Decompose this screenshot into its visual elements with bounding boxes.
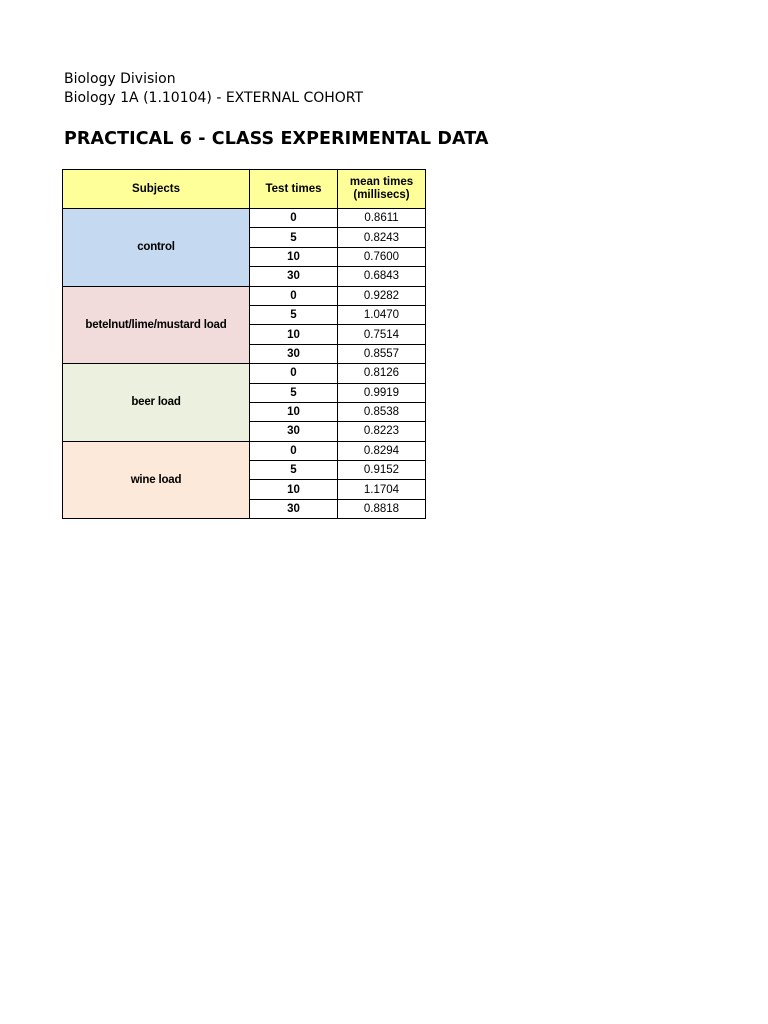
test-time-cell: 5 (250, 461, 338, 480)
mean-time-cell: 0.8126 (338, 364, 426, 383)
test-time-cell: 30 (250, 499, 338, 518)
subject-cell: control (63, 209, 250, 287)
mean-time-cell: 0.8818 (338, 499, 426, 518)
test-time-cell: 0 (250, 441, 338, 460)
mean-time-cell: 0.8557 (338, 344, 426, 363)
test-time-cell: 30 (250, 267, 338, 286)
test-time-cell: 30 (250, 422, 338, 441)
test-time-cell: 0 (250, 209, 338, 228)
table-row (63, 286, 426, 305)
mean-time-cell: 0.7514 (338, 325, 426, 344)
test-time-cell: 0 (250, 364, 338, 383)
mean-time-cell: 0.9152 (338, 461, 426, 480)
subject-cell: wine load (63, 441, 250, 519)
mean-time-cell: 1.0470 (338, 305, 426, 324)
column-header-mean-times-label: mean times (millisecs) (349, 176, 414, 201)
test-time-cell: 10 (250, 402, 338, 421)
mean-time-cell: 0.8294 (338, 441, 426, 460)
header-row (63, 170, 426, 209)
table-row (63, 209, 426, 228)
column-header-subjects: Subjects (63, 170, 250, 209)
test-time-cell: 5 (250, 305, 338, 324)
division-name: Biology Division (64, 71, 176, 87)
test-time-cell: 0 (250, 286, 338, 305)
mean-time-cell: 0.9282 (338, 286, 426, 305)
table-row (63, 441, 426, 460)
test-time-cell: 10 (250, 325, 338, 344)
subject-cell: beer load (63, 364, 250, 442)
mean-time-cell: 0.8243 (338, 228, 426, 247)
table-header (63, 170, 426, 209)
test-time-cell: 10 (250, 247, 338, 266)
mean-time-cell: 0.7600 (338, 247, 426, 266)
mean-time-cell: 0.9919 (338, 383, 426, 402)
test-time-cell: 10 (250, 480, 338, 499)
test-time-cell: 5 (250, 383, 338, 402)
table-row (63, 364, 426, 383)
table-body (63, 209, 426, 519)
course-name: Biology 1A (1.10104) - EXTERNAL COHORT (64, 90, 364, 106)
test-time-cell: 5 (250, 228, 338, 247)
test-time-cell: 30 (250, 344, 338, 363)
mean-time-cell: 0.8611 (338, 209, 426, 228)
page-title: PRACTICAL 6 - CLASS EXPERIMENTAL DATA (64, 129, 489, 149)
subject-cell: betelnut/lime/mustard load (63, 286, 250, 364)
experimental-data-table (62, 169, 426, 519)
mean-time-cell: 0.6843 (338, 267, 426, 286)
mean-time-cell: 0.8538 (338, 402, 426, 421)
column-header-mean-times (338, 170, 426, 209)
mean-time-cell: 1.1704 (338, 480, 426, 499)
mean-time-cell: 0.8223 (338, 422, 426, 441)
column-header-test-times: Test times (250, 170, 338, 209)
